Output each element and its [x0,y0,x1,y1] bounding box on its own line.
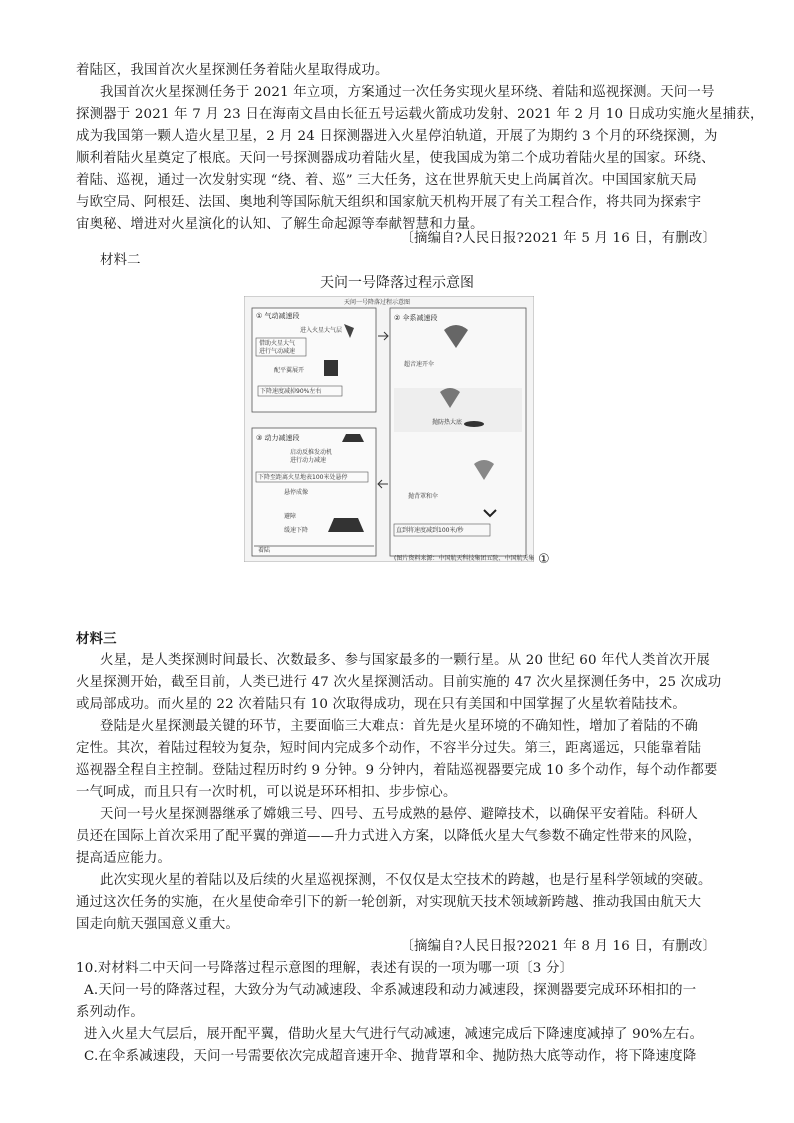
paragraph-line: 提高适应能力。 [76,851,172,866]
paragraph-line: 通过这次任务的实施，在火星使命牵引下的新一轮创新，对实现航天技术领域新跨越、推动我国由航天大 [76,895,702,910]
stage2-c: 抛背罩和伞 [408,493,439,500]
stage2-b: 抛防热大底 [432,419,463,426]
paragraph-line: 天问一号火星探测器继承了嫦娥三号、四号、五号成熟的悬停、避障技术，以确保平安着陆。科研人 [100,807,698,822]
heat-shield-icon [464,421,484,427]
stage3-panel [252,428,376,556]
paragraph-line: 一气呵成，而且只有一次时机，可以说是环环相扣、步步惊心。 [76,785,457,800]
paragraph-line: 或局部成功。而火星的 22 次着陆只有 10 次取得成功，现在只有美国和中国掌握了火星软着陆技术。 [76,697,686,712]
stage1-use-1: 借助火星大气 [259,340,296,347]
option-c-line: C.在伞系减速段，天问一号需要依次完成超音速开伞、抛背罩和伞、抛防热大底等动作，将下降速度降 [84,1049,697,1064]
stage2-speed: 直到将速度减到100米/秒 [396,527,464,534]
paragraph-line: 我国首次火星探测任务于 2021 年立项，方案通过一次任务实现火星环绕、着陆和巡视探测。天问一号 [100,85,715,100]
paragraph-line: 巡视器全程自主控制。登陆过程历时约 9 分钟。9 分钟内，着陆巡视器要完成 10 多个动作，每个动作都要 [76,763,718,778]
stage1-panel [252,308,376,412]
option-a-line: A.天问一号的降落过程，大致分为气动减速段、伞系减速段和动力减速段，探测器要完成环环相扣的一 [84,983,697,998]
stage3-speed: 下降至距离火星地表100米处悬停 [258,474,348,481]
paragraph-line: 探测器于 2021 年 7 月 23 日在海南文昌由长征五号运载火箭成功发射、2021 年 2 月 10 日成功实施火星捕获， [76,107,764,122]
stage3-b: 悬停成像 [284,489,309,496]
paragraph-line: 火星探测开始，截至目前，人类已进行 47 次火星探测活动。目前实施的 47 次火星探测任务中，25 次成功 [76,675,722,690]
source-citation: 〔摘编自?人民日报?2021 年 5 月 16 日，有删改〕 [400,231,716,246]
figure-marker: ① [538,552,550,567]
paragraph-line: 宙奥秘、增进对火星演化的认知、了解生命起源等奉献智慧和力量。 [76,217,484,232]
stage1-label: ① 气动减速段 [256,312,300,320]
paragraph-line: 员还在国际上首次采用了配平翼的弹道——升力式进入方案，以降低火星大气参数不确定性带来的风险， [76,829,702,844]
option-a-line: 系列动作。 [76,1005,144,1020]
paragraph-line: 火星，是人类探测时间最长、次数最多、参与国家最多的一颗行星。从 20 世纪 60 年代人类首次开展 [100,653,710,668]
paragraph-line: 与欧空局、阿根廷、法国、奥地利等国际航天组织和国家航天机构开展了有关工程合作，将共同为探索宇 [76,195,702,210]
source-citation: 〔摘编自?人民日报?2021 年 8 月 16 日，有删改〕 [400,939,716,954]
paragraph-line: 着陆、巡视，通过一次发射实现 “绕、着、巡” 三大任务，这在世界航天史上尚属首次。中国国家航天局 [76,173,697,188]
figure-inner-title: 天问一号降落过程示意图 [344,299,411,306]
stage1-trim: 配平翼展开 [274,367,305,374]
paragraph-line: 登陆是火星探测最关键的环节，主要面临三大难点：首先是火星环境的不确知性，增加了着陆的不确 [100,719,698,734]
stage3-a-1: 启动反推发动机 [290,449,333,456]
figure-source: (图片资料来源：中国航天科技集团五院、中国航天集 [394,555,534,562]
stage3-label: ③ 动力减速段 [256,434,300,442]
question-10: 10.对材料二中天问一号降落过程示意图的理解，表述有误的一项为哪一项〔3 分〕 [76,961,574,976]
stage3-a-2: 进行动力减速 [290,457,327,464]
landing-diagram [244,296,534,562]
lander-icon [328,518,364,532]
paragraph-line: 成为我国第一颗人造火星卫星，2 月 24 日探测器进入火星停泊轨道，开展了为期约 3 个月的环绕探测，为 [76,129,718,144]
paragraph-line: 着陆区，我国首次火星探测任务着陆火星取得成功。 [76,63,389,78]
figure-title: 天问一号降落过程示意图 [320,275,474,291]
landing-label: 着陆 [258,547,271,554]
stage2-a: 超音速开伞 [404,361,435,368]
stage3-d: 缓速下降 [284,527,309,534]
paragraph-line: 定性。其次，着陆过程较为复杂，短时间内完成多个动作，不容半分过失。第三，距离遥远，只能靠着陆 [76,741,702,756]
stage1-use-2: 进行气动减速 [259,348,296,355]
stage3-c: 避障 [284,513,297,520]
section-label: 材料二 [100,253,141,268]
section-label: 材料三 [76,631,117,647]
paragraph-line: 顺利着陆火星奠定了根底。天问一号探测器成功着陆火星，使我国成为第二个成功着陆火星的国家。环绕、 [76,151,715,166]
paragraph-line: 此次实现火星的着陆以及后续的火星巡视探测，不仅仅是太空技术的跨越，也是行星科学领域的突破。 [100,873,712,888]
option-b-line: 进入火星大气层后，展开配平翼，借助火星大气进行气动减速，减速完成后下降速度减掉了 90%左右。 [84,1027,704,1042]
stage1-enter: 进入火星大气层 [300,327,343,334]
stage1-speed: 下降速度减掉90%左右 [260,388,322,395]
stage2-label: ② 伞系减速段 [394,314,438,322]
paragraph-line: 国走向航天强国意义重大。 [76,917,240,932]
probe-icon [324,360,338,376]
